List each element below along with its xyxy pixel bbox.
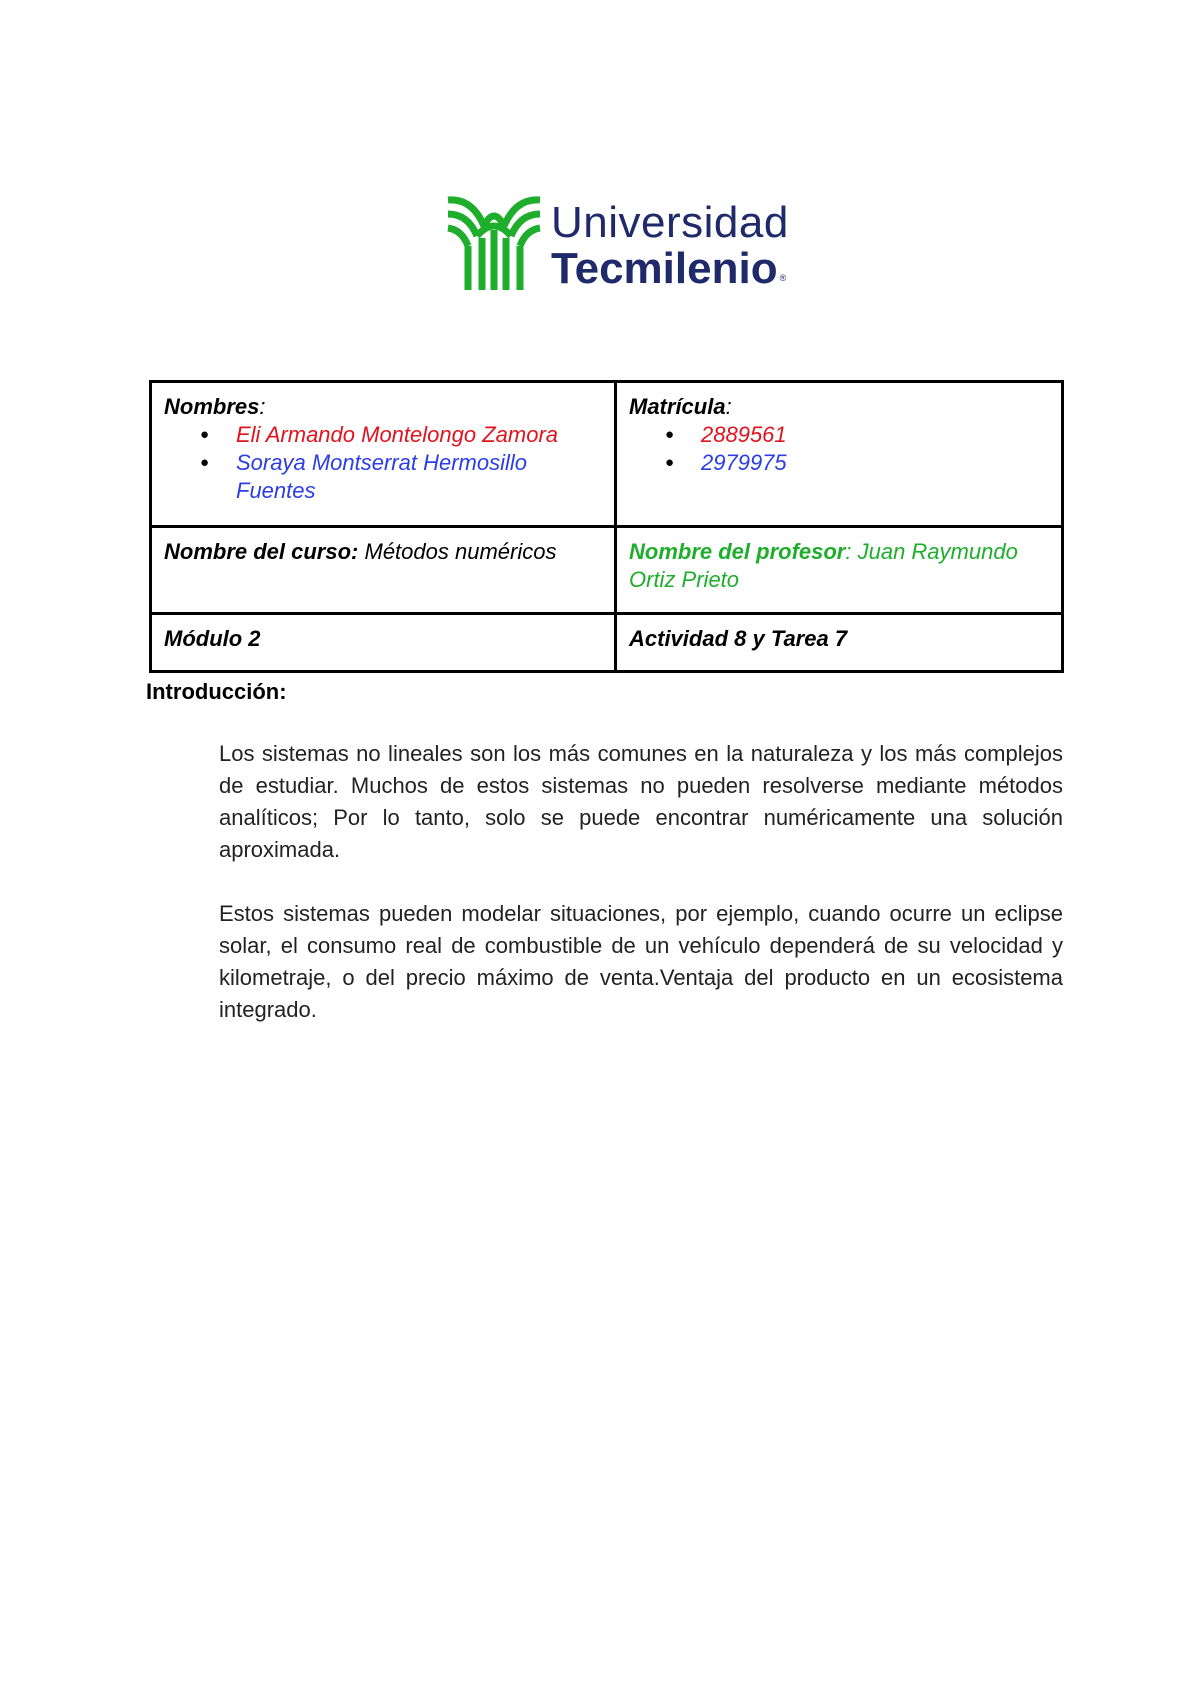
professor-value: : Juan Raymundo Ortiz Prieto: [629, 539, 1018, 592]
list-item-matricula-2: ● 2979975: [665, 449, 1051, 477]
matricula-cell: [616, 382, 1063, 527]
tecmilenio-logo-mark-icon: [444, 192, 544, 292]
logo-registered-mark: ®: [779, 273, 787, 283]
course-label: Nombre del curso:: [164, 539, 359, 564]
student-info-table: [149, 380, 1064, 673]
professor-label: Nombre del profesor: [629, 539, 846, 564]
matricula-label-colon: :: [725, 394, 732, 419]
matricula-label-line: [629, 393, 1051, 421]
table-row-names: [151, 382, 1063, 527]
matricula-label: Matrícula: [629, 394, 726, 419]
activity-cell: Actividad 8 y Tarea 7: [616, 614, 1063, 672]
list-item-name-2: ● Soraya Montserrat Hermosillo Fuentes: [200, 449, 604, 505]
table-row-module: [151, 614, 1063, 672]
matricula-list: [629, 421, 1051, 477]
intro-paragraph-2: Estos sistemas pueden modelar situaciones, por ejemplo, cuando ocurre un eclipse solar, el consumo real de combustible de un vehículo dependerá de su velocidad y kilometraje, o del precio máximo de venta.Ventaja del producto en un ecosistema integrado.: [219, 901, 1063, 1022]
names-label-colon: :: [259, 394, 266, 419]
university-logo: [444, 192, 814, 292]
names-list: [164, 421, 604, 505]
logo-tecmilenio-text: Tecmilenio: [551, 244, 778, 293]
list-item-name-1: ● Eli Armando Montelongo Zamora: [200, 421, 604, 449]
professor-cell: [616, 527, 1063, 614]
intro-paragraph-1: Los sistemas no lineales son los más comunes en la naturaleza y los más complejos de estudiar. Muchos de estos sistemas no pueden resolverse mediante métodos analíticos; Por lo tanto, solo se puede encontrar numéricamente una solución aproximada.: [219, 741, 1063, 862]
course-value: Métodos numéricos: [364, 539, 557, 564]
logo-line-tecmilenio: [551, 244, 786, 303]
list-item-matricula-1: ● 2889561: [665, 421, 1051, 449]
module-cell: Módulo 2: [151, 614, 616, 672]
intro-heading: Introducción:: [146, 679, 287, 704]
names-label-line: [164, 393, 604, 421]
names-label: Nombres: [164, 394, 260, 419]
logo-line-universidad: Universidad: [551, 198, 789, 247]
table-row-course: [151, 527, 1063, 614]
names-cell: [151, 382, 616, 527]
course-cell: [151, 527, 616, 614]
